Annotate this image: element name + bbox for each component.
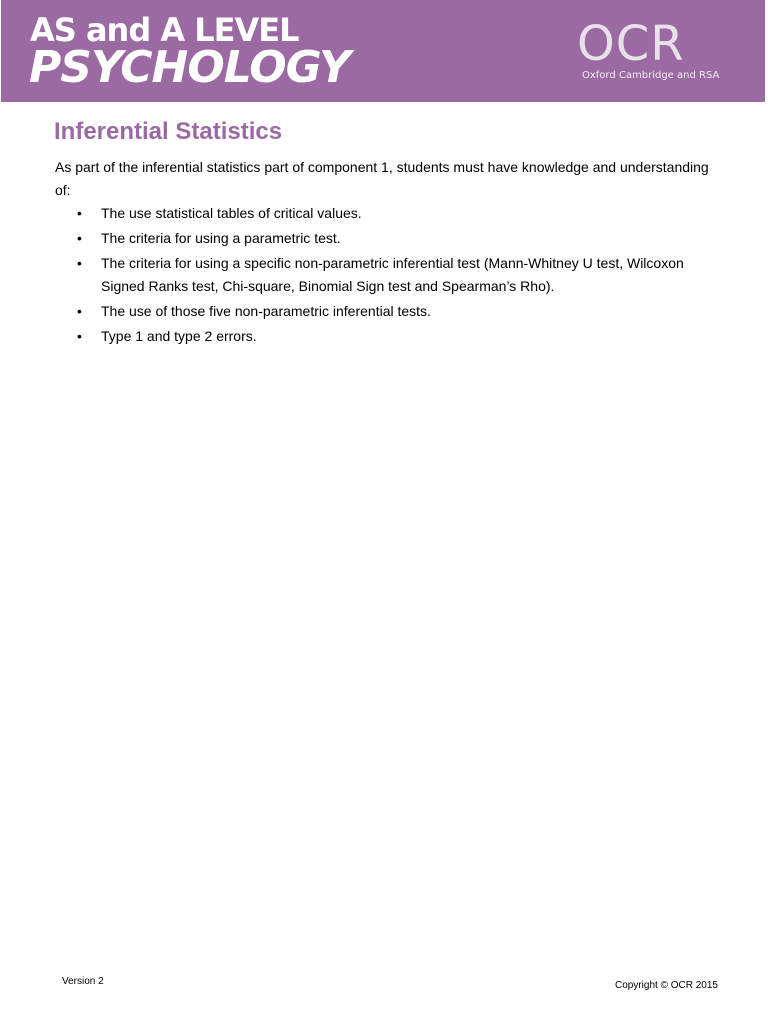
bullet-icon: • <box>77 328 82 344</box>
list-item-text: The use of those five non-parametric inferential tests. <box>101 303 431 319</box>
bullet-icon: • <box>77 255 82 271</box>
list-item <box>55 325 715 348</box>
subject-title: PSYCHOLOGY <box>29 42 350 93</box>
footer-copyright: Copyright © OCR 2015 <box>615 980 718 991</box>
ocr-logo: OCR <box>577 16 685 72</box>
list-item-text: The criteria for using a specific non-parametric inferential test (Mann-Whitney U test, Wilcoxon Signed Ranks test, Chi-square, Binomial Sign test and Spearman’s Rho). <box>101 255 684 294</box>
ocr-logo-tagline: Oxford Cambridge and RSA <box>582 70 720 81</box>
list-item <box>55 227 715 250</box>
list-item <box>55 202 715 225</box>
topic-list <box>55 202 715 350</box>
footer-version: Version 2 <box>62 976 104 987</box>
bullet-icon: • <box>77 303 82 319</box>
subject-level-title: AS and A LEVEL <box>30 11 299 49</box>
page-heading: Inferential Statistics <box>54 118 283 145</box>
bullet-icon: • <box>77 230 82 246</box>
list-item-text: The use statistical tables of critical values. <box>101 205 362 221</box>
bullet-icon: • <box>77 205 82 221</box>
list-item-text: The criteria for using a parametric test. <box>101 230 341 246</box>
intro-paragraph: As part of the inferential statistics part of component 1, students must have knowledge and understanding of: <box>55 159 709 198</box>
list-item <box>55 252 715 298</box>
list-item-text: Type 1 and type 2 errors. <box>101 328 257 344</box>
list-item <box>55 300 715 323</box>
header-banner <box>1 0 765 102</box>
